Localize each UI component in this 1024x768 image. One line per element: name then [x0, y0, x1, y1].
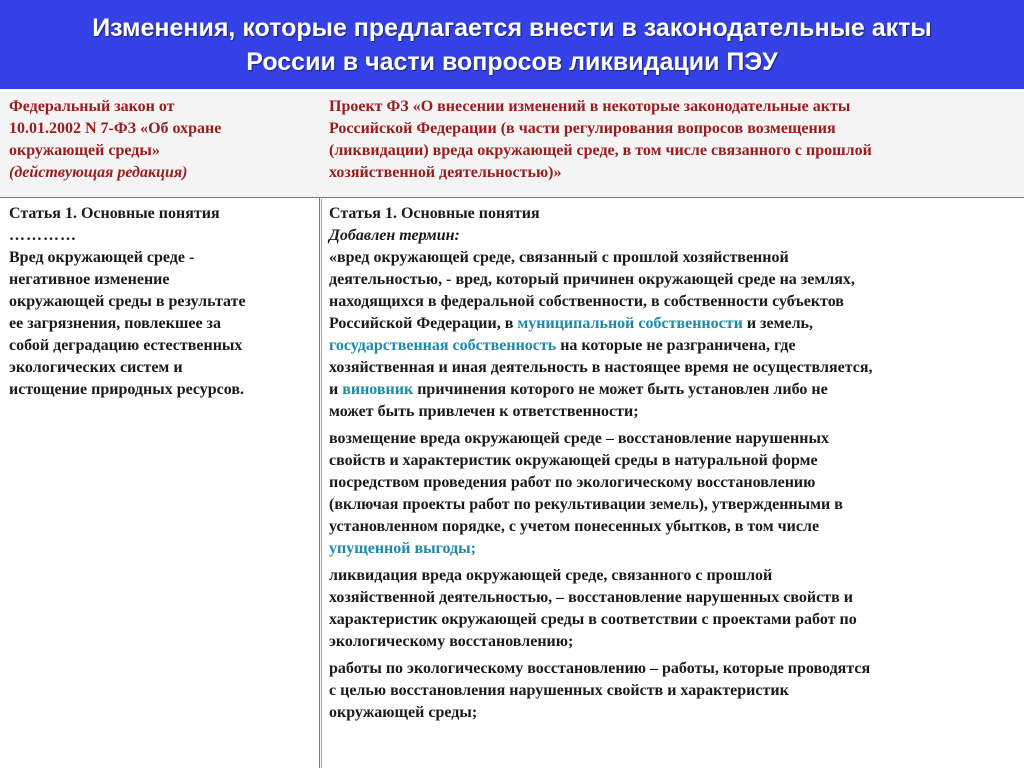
definition-line: окружающей среды в результате — [9, 293, 246, 310]
term-line: (включая проекты работ по рекультивации земель), утвержденными в — [329, 496, 843, 513]
highlight-culprit: виновник — [342, 381, 414, 398]
term-line: экологическому восстановлению; — [329, 633, 574, 650]
title-line-1: Изменения, которые предлагается внести в законодательные акты — [92, 13, 932, 42]
text-fragment: и — [329, 381, 343, 398]
term-line: может быть привлечен к ответственности; — [329, 403, 639, 420]
definition-line: Вред окружающей среде - — [9, 249, 195, 266]
current-law-body — [0, 199, 320, 768]
header-right-line: Российской Федерации (в части регулирования вопросов возмещения — [329, 120, 836, 137]
highlight-lost-profit: упущенной выгоды; — [329, 540, 476, 557]
term-line: деятельностью, - вред, который причинен окружающей среде на землях, — [329, 271, 855, 288]
header-draft-law — [320, 92, 1024, 198]
ellipsis: ………… — [9, 227, 77, 244]
added-term-label: Добавлен термин: — [329, 227, 460, 244]
header-right-line: Проект ФЗ «О внесении изменений в некоторые законодательные акты — [329, 98, 851, 115]
term-line: окружающей среды; — [329, 704, 478, 721]
slide-title — [92, 11, 932, 79]
comparison-table — [0, 92, 1024, 768]
term-line: характеристик окружающей среды в соответствии с проектами работ по — [329, 611, 857, 628]
term-line: установленном порядке, с учетом понесенных убытков, в том числе — [329, 518, 820, 535]
term-line — [329, 313, 1015, 335]
text-fragment: Российской Федерации, в — [329, 315, 518, 332]
term-line: находящихся в федеральной собственности, в собственности субъектов — [329, 293, 844, 310]
article-heading: Статья 1. Основные понятия — [329, 205, 540, 222]
header-right-line: хозяйственной деятельностью)» — [329, 164, 562, 181]
term-compensation — [329, 428, 1015, 560]
term-line: ликвидация вреда окружающей среде, связанного с прошлой — [329, 567, 773, 584]
term-line: возмещение вреда окружающей среде – восстановление нарушенных — [329, 430, 829, 447]
term-line: работы по экологическому восстановлению – работы, которые проводятся — [329, 660, 871, 677]
header-left-line: (действующая редакция) — [9, 164, 188, 181]
header-right-line: (ликвидации) вреда окружающей среде, в том числе связанного с прошлой — [329, 142, 872, 159]
definition-line: негативное изменение — [9, 271, 170, 288]
header-left-line: Федеральный закон от — [9, 98, 175, 115]
term-line: с целью восстановления нарушенных свойств и характеристик — [329, 682, 789, 699]
term-liquidation — [329, 565, 1015, 653]
term-line: хозяйственная и иная деятельность в настоящее время не осуществляется, — [329, 359, 873, 376]
text-fragment: и земель, — [742, 315, 813, 332]
term-line: посредством проведения работ по экологическому восстановлению — [329, 474, 816, 491]
definition-line: ее загрязнения, повлекшее за — [9, 315, 221, 332]
term-line: «вред окружающей среде, связанный с прошлой хозяйственной — [329, 249, 789, 266]
draft-law-body — [320, 199, 1024, 768]
term-line: хозяйственной деятельностью, – восстановление нарушенных свойств и — [329, 589, 853, 606]
title-bar — [0, 0, 1024, 89]
text-fragment: причинения которого не может быть установлен либо не — [413, 381, 828, 398]
term-line — [329, 335, 1015, 357]
header-left-line: окружающей среды» — [9, 142, 160, 159]
definition-line: собой деградацию естественных — [9, 337, 243, 354]
title-line-2: России в части вопросов ликвидации ПЭУ — [246, 47, 778, 76]
header-current-law — [0, 92, 320, 198]
term-line: свойств и характеристик окружающей среды в натуральной форме — [329, 452, 818, 469]
term-line — [329, 379, 1015, 401]
text-fragment: на которые не разграничена, где — [556, 337, 796, 354]
highlight-state: государственная собственность — [329, 337, 557, 354]
header-left-line: 10.01.2002 N 7-ФЗ «Об охране — [9, 120, 222, 137]
highlight-municipal: муниципальной собственности — [517, 315, 743, 332]
term-restoration-works — [329, 658, 1015, 724]
article-heading: Статья 1. Основные понятия — [9, 205, 220, 222]
definition-line: экологических систем и — [9, 359, 183, 376]
definition-line: истощение природных ресурсов. — [9, 381, 245, 398]
term-past-damage — [329, 247, 1015, 423]
